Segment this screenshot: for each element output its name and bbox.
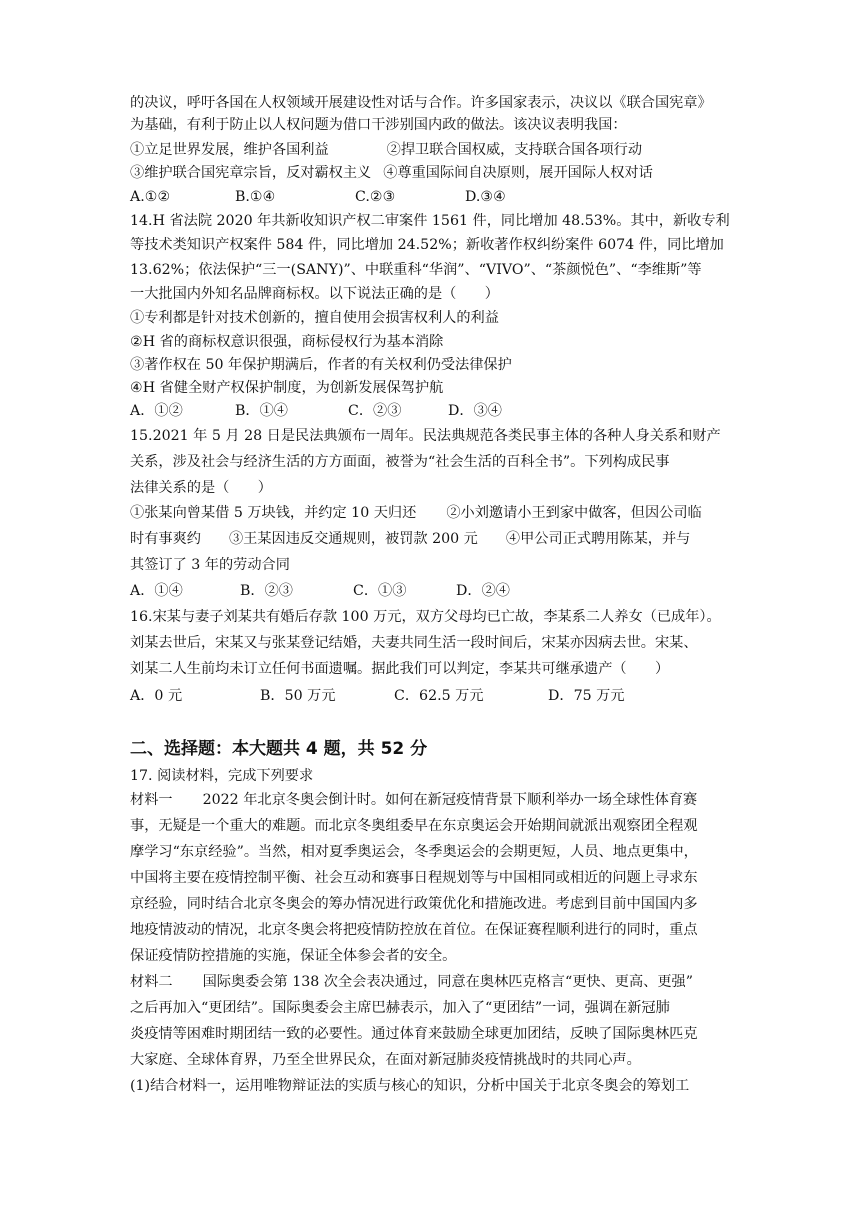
- q13-answer-choices: [130, 187, 506, 207]
- choice-a: A．0 元: [130, 688, 183, 704]
- q13-stem-line: 的决议，呼吁各国在人权领域开展建设性对话与合作。许多国家表示，决议以《联合国宪章》: [130, 95, 712, 111]
- q15-option-row: [130, 503, 702, 523]
- q13-option-1: ①立足世界发展，维护各国利益: [130, 142, 329, 158]
- material-2-text: 国际奥委会第 138 次全会表决通过，同意在奥林匹克格言“更快、更高、更强”: [202, 974, 693, 990]
- choice-b: B.①④: [235, 189, 276, 205]
- q14-stem-line: 13.62%；依法保护“三一(SANY)”、中联重科“华润”、“VIVO”、“茶颜悦色”、“李维斯”等: [130, 262, 702, 278]
- material-2-line: [130, 972, 693, 992]
- choice-d: D.③④: [465, 189, 506, 205]
- q15-stem-line: 15.2021 年 5 月 28 日是民法典颁布一周年。民法典规范各类民事主体的各种人身关系和财产: [130, 428, 721, 444]
- choice-a: A．①②: [130, 403, 183, 419]
- q17-intro: 17. 阅读材料，完成下列要求: [130, 768, 314, 784]
- choice-a: A．①④: [130, 583, 183, 599]
- q14-option-1: ①专利都是针对技术创新的，擅自使用会损害权利人的利益: [130, 310, 499, 326]
- q14-option-4: ④H 省健全财产权保护制度，为创新发展保驾护航: [130, 380, 444, 396]
- q14-answer-choices: [130, 401, 502, 421]
- material-1-text: 2022 年北京冬奥会倒计时。如何在新冠疫情背景下顺利举办一场全球性体育赛: [202, 792, 698, 808]
- choice-d: D．②④: [456, 583, 510, 599]
- q14-stem-line: 等技术类知识产权案件 584 件，同比增加 24.52%；新收著作权纠纷案件 6074 件，同比增加: [130, 237, 724, 253]
- choice-b: B．50 万元: [260, 688, 336, 704]
- q14-option-3: ③著作权在 50 年保护期满后，作者的有关权利仍受法律保护: [130, 357, 512, 373]
- choice-b: B．②③: [240, 583, 293, 599]
- q15-option-2: ②小刘邀请小王到家中做客，但因公司临: [446, 505, 702, 521]
- q15-option-4-cont: 其签订了 3 年的劳动合同: [130, 557, 290, 573]
- q13-option-3: ③维护联合国宪章宗旨，反对霸权主义: [130, 165, 372, 181]
- q14-stem-line: 一大批国内外知名品牌商标权。以下说法正确的是（ ）: [130, 286, 499, 302]
- material-1-line: 地疫情波动的情况，北京冬奥会将把疫情防控放在首位。在保证赛程顺利进行的同时，重点: [130, 922, 698, 938]
- material-1-line: [130, 790, 697, 810]
- material-1-line: 保证疫情防控措施的实施，保证全体参会者的安全。: [130, 948, 457, 964]
- material-1-line: 中国将主要在疫情控制平衡、社会互动和赛事日程规划等与中国相同或相近的问题上寻求东: [130, 870, 698, 886]
- q16-answer-choices: [130, 686, 625, 706]
- q16-stem-line: 刘某去世后，宋某又与张某登记结婚，夫妻共同生活一段时间后，宋某亦因病去世。宋某、: [130, 635, 698, 651]
- q14-option-2: ②H 省的商标权意识很强，商标侵权行为基本消除: [130, 334, 444, 350]
- q15-option-4: ④甲公司正式聘用陈某，并与: [505, 531, 691, 547]
- q15-stem-line: 法律关系的是（ ）: [130, 480, 272, 496]
- q13-option-2: ②捍卫联合国权威，支持联合国各项行动: [386, 142, 643, 158]
- q13-option-row: [130, 140, 642, 160]
- q14-stem-line: 14.H 省法院 2020 年共新收知识产权二审案件 1561 件，同比增加 48.53%。其中，新收专利: [130, 213, 730, 229]
- q15-stem-line: 关系，涉及社会与经济生活的方方面面，被誉为“社会生活的百科全书”。下列构成民事: [130, 454, 670, 470]
- q15-option-2-cont: 时有事爽约: [130, 531, 201, 547]
- choice-d: D．③④: [448, 403, 502, 419]
- choice-c: C．①③: [353, 583, 407, 599]
- q13-option-4: ④尊重国际间自决原则，展开国际人权对话: [383, 165, 653, 181]
- material-2-line: 之后再加入“更团结”。国际奥委会主席巴赫表示，加入了“更团结”一词，强调在新冠肺: [130, 1000, 670, 1016]
- material-1-line: 摩学习“东京经验”。当然，相对夏季奥运会，冬季奥运会的会期更短，人员、地点更集中，: [130, 844, 698, 860]
- choice-a: A.①②: [130, 189, 171, 205]
- q16-stem-line: 16.宋某与妻子刘某共有婚后存款 100 万元，双方父母均已亡故，李某系二人养女（已成年）。: [130, 609, 721, 625]
- choice-c: C.②③: [355, 189, 396, 205]
- material-2-line: 炎疫情等困难时期团结一致的必要性。通过体育来鼓励全球更加团结，反映了国际奥林匹克: [130, 1026, 698, 1042]
- choice-d: D．75 万元: [548, 688, 625, 704]
- choice-c: C．62.5 万元: [394, 688, 484, 704]
- q13-option-row: [130, 163, 653, 183]
- choice-c: C．②③: [348, 403, 402, 419]
- q16-stem-line: 刘某二人生前均未订立任何书面遗嘱。据此我们可以判定，李某共可继承遗产（ ）: [130, 661, 670, 677]
- q15-option-1: ①张某向曾某借 5 万块钱，并约定 10 天归还: [130, 505, 417, 521]
- material-1-line: 事，无疑是一个重大的难题。而北京冬奥组委早在东京奥运会开始期间就派出观察团全程观: [130, 818, 698, 834]
- section-heading: 二、选择题：本大题共 4 题，共 52 分: [130, 739, 428, 759]
- q13-stem-line: 为基础，有利于防止以人权问题为借口干涉别国内政的做法。该决议表明我国：: [130, 117, 627, 133]
- q15-answer-choices: [130, 581, 510, 601]
- material-2-label: 材料二: [130, 974, 173, 990]
- q15-option-3: ③王某因违反交通规则，被罚款 200 元: [228, 531, 478, 547]
- choice-b: B．①④: [235, 403, 288, 419]
- material-2-line: 大家庭、全球体育界，乃至全世界民众，在面对新冠肺炎疫情挑战时的共同心声。: [130, 1052, 641, 1068]
- q17-subquestion-1: (1)结合材料一，运用唯物辩证法的实质与核心的知识，分析中国关于北京冬奥会的筹划工: [130, 1078, 690, 1094]
- q15-option-row: [130, 529, 690, 549]
- material-1-label: 材料一: [130, 792, 173, 808]
- material-1-line: 京经验，同时结合北京冬奥会的筹办情况进行政策优化和措施改进。考虑到目前中国国内多: [130, 896, 698, 912]
